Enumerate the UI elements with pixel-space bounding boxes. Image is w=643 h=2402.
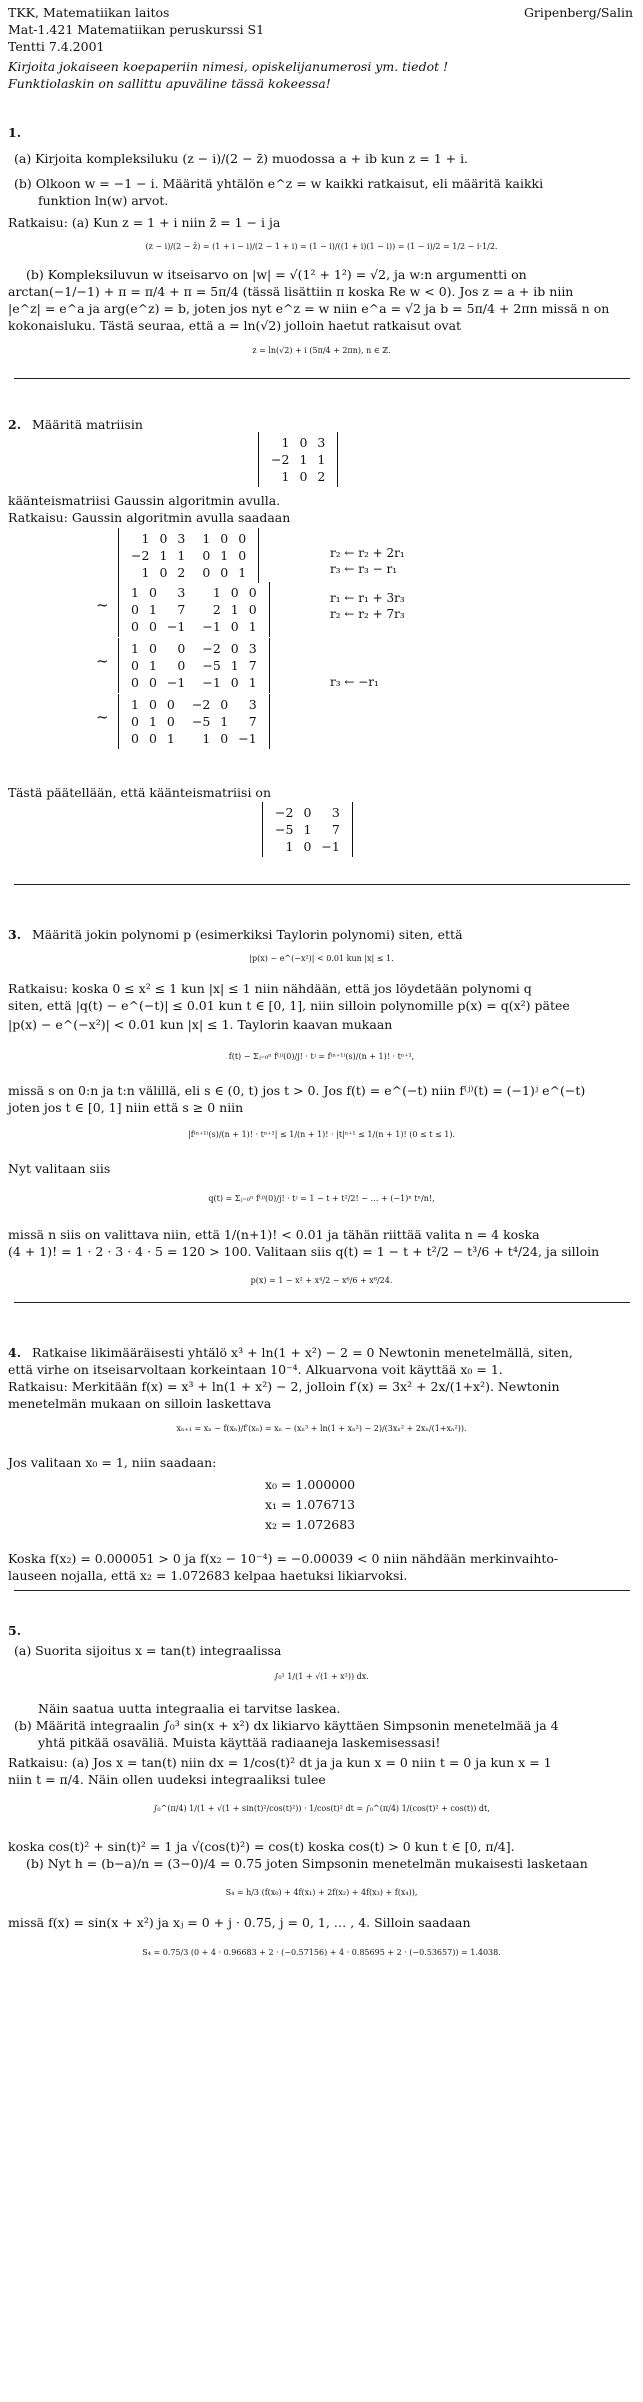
- p5-simpson-result: S₄ = 0.75/3 (0 + 4 · 0.96683 + 2 · (−0.57156) + 4 · 0.85695 + 2 · (−0.53657)) = 1.4038.: [142, 1948, 501, 1957]
- matrix-cell: 0: [148, 585, 157, 600]
- matrix-cell: 1: [166, 731, 175, 746]
- matrix-cell: 1: [238, 565, 247, 580]
- matrix-row: [126, 618, 262, 635]
- matrix-cell: 1: [202, 531, 211, 546]
- matrix-cell: 1: [303, 822, 312, 837]
- p5-solution-4: (b) Nyt h = (b−a)/n = (3−0)/4 = 0.75 joten Simpsonin menetelmän mukaisesti lasketaan: [26, 1856, 588, 1871]
- p5-integral-a: ∫₀¹ 1/(1 + √(1 + x²)) dx.: [274, 1672, 369, 1681]
- p4-question-2: että virhe on itseisarvoltaan korkeintaan 10⁻⁴. Alkuarvona voit käyttää x₀ = 1.: [8, 1362, 503, 1377]
- p4-newton-iteration: xₙ₊₁ = xₙ − f(xₙ)/f′(xₙ) = xₙ − (xₙ³ + ln(1 + xₙ²) − 2)/(3xₙ² + 2xₙ/(1+xₙ²)).: [176, 1424, 467, 1433]
- p2-question-2: käänteismatriisi Gaussin algoritmin avulla.: [8, 493, 281, 508]
- matrix-cell: −5: [202, 658, 221, 673]
- problem-3-number: 3.: [8, 927, 22, 942]
- matrix-cell: 0: [230, 675, 239, 690]
- p1-question-b1: (b) Olkoon w = −1 − i. Määritä yhtälön e^z = w kaikki ratkaisut, eli määritä kaikki: [14, 176, 544, 191]
- course: Mat-1.421 Matematiikan peruskurssi S1: [8, 22, 265, 37]
- matrix-cell: 0: [166, 697, 175, 712]
- matrix-cell: 1: [248, 675, 257, 690]
- matrix-cell: 0: [131, 658, 139, 673]
- matrix-cell: 1: [281, 469, 290, 484]
- matrix-row: [270, 838, 345, 855]
- matrix-cell: −2: [275, 805, 294, 820]
- matrix-cell: 0: [220, 731, 229, 746]
- matrix-cell: 0: [248, 602, 257, 617]
- p4-iterate: x₁ = 1.076713: [265, 1497, 356, 1512]
- p3-text-3: |p(x) − e^(−x²)| < 0.01 kun |x| ≤ 1. Taylorin kaavan mukaan: [8, 1017, 393, 1032]
- matrix-cell: 0: [166, 714, 175, 729]
- divider: [14, 1302, 630, 1303]
- p5-solution-5: missä f(x) = sin(x + x²) ja xⱼ = 0 + j · 0.75, j = 0, 1, … , 4. Silloin saadaan: [8, 1915, 471, 1930]
- matrix-cell: 0: [238, 531, 247, 546]
- matrix-row: [266, 434, 330, 451]
- matrix-row: [126, 547, 251, 564]
- p2-question: Määritä matriisin: [32, 417, 143, 432]
- matrix-cell: 1: [177, 548, 186, 563]
- matrix-cell: 7: [331, 822, 340, 837]
- instructions-1: Kirjoita jokaiseen koepaperiin nimesi, opiskelijanumerosi ym. tiedot !: [8, 59, 449, 74]
- matrix-row: [266, 468, 330, 485]
- matrix-cell: 1: [248, 619, 257, 634]
- matrix-cell: 0: [148, 731, 157, 746]
- p4-text-1: Ratkaisu: Merkitään f(x) = x³ + ln(1 + x²) − 2, jolloin f′(x) = 3x² + 2x/(1+x²). Newtonin: [8, 1379, 560, 1394]
- matrix-row: [126, 530, 251, 547]
- matrix-cell: 0: [131, 602, 139, 617]
- row-op: r₁ ← r₁ + 3r₃: [330, 591, 405, 605]
- matrix-row: [126, 584, 262, 601]
- p1-equation-b: z = ln(√2) + i (5π/4 + 2πn), n ∈ ℤ.: [252, 346, 391, 355]
- matrix-cell: −1: [166, 619, 186, 634]
- matrix-cell: 0: [202, 548, 211, 563]
- matrix-cell: 0: [220, 697, 229, 712]
- matrix-row: [126, 674, 262, 691]
- matrix-cell: 0: [238, 548, 247, 563]
- matrix-1-table: [126, 530, 251, 581]
- p3-taylor-formula: f(t) − Σⱼ₌₀ⁿ f⁽ʲ⁾(0)/j! · tʲ = f⁽ⁿ⁺¹⁾(s)/(n + 1)! · tⁿ⁺¹,: [228, 1052, 415, 1061]
- matrix-cell: 3: [248, 697, 257, 712]
- p5-simpson-formula: S₄ = h/3 (f(x₀) + 4f(x₁) + 2f(x₂) + 4f(x₃) + f(x₄)),: [225, 1888, 418, 1897]
- matrix-cell: 3: [248, 641, 257, 656]
- p3-question: Määritä jokin polynomi p (esimerkiksi Taylorin polynomi) siten, että: [32, 927, 463, 942]
- p1-equation-a: (z − i)/(2 − z̄) = (1 + i − i)/(2 − 1 + i) = (1 − i)/((1 + i)(1 − i)) = (1 − i)/2 = 1/2 − i·1/2.: [145, 242, 498, 251]
- matrix-cell: 2: [212, 602, 221, 617]
- divider: [14, 378, 630, 379]
- matrix-cell: 1: [159, 548, 168, 563]
- matrix-cell: 3: [331, 805, 340, 820]
- matrix-cell: 0: [159, 531, 168, 546]
- matrix-cell: 0: [131, 619, 139, 634]
- p5-question-a2: Näin saatua uutta integraalia ei tarvitse laskea.: [38, 1701, 341, 1716]
- problem-5-number: 5.: [8, 1623, 22, 1638]
- equivalence-sign: ~: [96, 596, 109, 614]
- matrix-4-table: [126, 696, 262, 747]
- matrix-cell: −1: [166, 675, 186, 690]
- p1-question-b2: funktion ln(w) arvot.: [38, 193, 169, 208]
- matrix-cell: 0: [131, 675, 139, 690]
- matrix-cell: 1: [148, 602, 157, 617]
- inverse-matrix-table: [270, 804, 345, 855]
- p1-text-4: kokonaisluku. Tästä seuraa, että a = ln(√2) jolloin haetut ratkaisut ovat: [8, 318, 462, 333]
- matrix-cell: 1: [212, 585, 221, 600]
- institution: TKK, Matematiikan laitos: [8, 5, 170, 20]
- matrix-cell: −1: [202, 619, 221, 634]
- matrix-cell: −1: [202, 675, 221, 690]
- p3-final-polynomial: p(x) = 1 − x² + x⁴/2 − x⁶/6 + x⁸/24.: [250, 1276, 393, 1285]
- instructions-2: Funktiolaskin on sallittu apuväline tässä kokeessa!: [8, 76, 331, 91]
- matrix-cell: 3: [177, 531, 186, 546]
- matrix-row: [126, 657, 262, 674]
- p3-text-7: missä n siis on valittava niin, että 1/(n+1)! < 0.01 ja tähän riittää valita n = 4 koska: [8, 1227, 540, 1242]
- p4-text-3: Jos valitaan x₀ = 1, niin saadaan:: [8, 1455, 217, 1470]
- p3-text-1: Ratkaisu: koska 0 ≤ x² ≤ 1 kun |x| ≤ 1 niin nähdään, että jos löydetään polynomi q: [8, 981, 532, 996]
- p5-solution-3: koska cos(t)² + sin(t)² = 1 ja √(cos(t)²) = cos(t) koska cos(t) > 0 kun t ∈ [0, π/4].: [8, 1839, 515, 1854]
- matrix-row: [126, 713, 262, 730]
- matrix-cell: 1: [202, 731, 211, 746]
- matrix-cell: 3: [177, 585, 186, 600]
- matrix-cell: 0: [159, 565, 168, 580]
- matrix-cell: 7: [177, 602, 186, 617]
- matrix-cell: 3: [317, 435, 326, 450]
- p2-augmented-matrix-4: [118, 694, 270, 749]
- matrix-row: [126, 564, 251, 581]
- p4-text-2: menetelmän mukaan on silloin laskettava: [8, 1396, 272, 1411]
- matrix-cell: 0: [148, 641, 157, 656]
- matrix-cell: 1: [317, 452, 326, 467]
- p3-text-5: joten jos t ∈ [0, 1] niin että s ≥ 0 niin: [8, 1100, 244, 1115]
- matrix-cell: 0: [148, 619, 157, 634]
- matrix-cell: −1: [238, 731, 257, 746]
- matrix-cell: −2: [131, 548, 150, 563]
- matrix-cell: 1: [131, 585, 139, 600]
- p1-solution-intro: Ratkaisu: (a) Kun z = 1 + i niin z̄ = 1 − i ja: [8, 215, 281, 230]
- p1-text-2: arctan(−1/−1) + π = π/4 + π = 5π/4 (tässä lisättiin π koska Re w < 0). Jos z = a + ib niin: [8, 284, 574, 299]
- p3-text-6: Nyt valitaan siis: [8, 1161, 111, 1176]
- p2-row-ops-2: [330, 590, 405, 622]
- matrix-cell: 0: [230, 641, 239, 656]
- matrix-cell: 0: [177, 658, 186, 673]
- matrix-cell: 0: [220, 565, 229, 580]
- matrix-cell: 0: [131, 714, 139, 729]
- matrix-cell: 0: [303, 839, 312, 854]
- row-op: r₃ ← r₃ − r₁: [330, 562, 398, 576]
- matrix-row: [270, 821, 345, 838]
- p4-conclusion-1: Koska f(x₂) = 0.000051 > 0 ja f(x₂ − 10⁻⁴) = −0.00039 < 0 niin nähdään merkinvaihto-: [8, 1551, 559, 1566]
- p1-text-1: (b) Kompleksiluvun w itseisarvo on |w| = √(1² + 1²) = √2, ja w:n argumentti on: [26, 267, 527, 282]
- p5-solution-1: Ratkaisu: (a) Jos x = tan(t) niin dx = 1/cos(t)² dt ja ja kun x = 0 niin t = 0 ja kun x = 1: [8, 1755, 552, 1770]
- matrix-cell: 1: [299, 452, 308, 467]
- matrix-cell: 0: [303, 805, 312, 820]
- p4-iterate: x₀ = 1.000000: [265, 1477, 356, 1492]
- p4-iterate: x₂ = 1.072683: [265, 1517, 356, 1532]
- p2-solution-intro: Ratkaisu: Gaussin algoritmin avulla saadaan: [8, 510, 291, 525]
- matrix-cell: 1: [141, 531, 150, 546]
- matrix-cell: 0: [148, 675, 157, 690]
- matrix-cell: −2: [271, 452, 290, 467]
- p2-row-ops-3: [330, 674, 379, 690]
- matrix-cell: −1: [321, 839, 340, 854]
- matrix-cell: 0: [177, 641, 186, 656]
- divider: [14, 1590, 630, 1591]
- matrix-cell: 0: [299, 469, 308, 484]
- p5-question-b2: yhtä pitkää osaväliä. Muista käyttää radiaaneja laskemisessasi!: [38, 1735, 441, 1750]
- p4-conclusion-2: lauseen nojalla, että x₂ = 1.072683 kelpaa haetuksi likiarvoksi.: [8, 1568, 408, 1583]
- p2-augmented-matrix-2: [118, 582, 270, 637]
- p2-augmented-matrix-3: [118, 638, 270, 693]
- matrix-cell: 2: [177, 565, 186, 580]
- matrix-cell: 1: [281, 435, 290, 450]
- matrix-cell: 1: [220, 714, 229, 729]
- matrix-row: [126, 601, 262, 618]
- matrix-cell: 7: [248, 714, 257, 729]
- row-op: r₃ ← −r₁: [330, 675, 379, 689]
- p1-question-a: (a) Kirjoita kompleksiluku (z − i)/(2 − z̄) muodossa a + ib kun z = 1 + i.: [14, 151, 469, 166]
- matrix-row: [126, 730, 262, 747]
- p5-question-b1: (b) Määritä integraalin ∫₀³ sin(x + x²) dx likiarvo käyttäen Simpsonin menetelmää ja 4: [14, 1718, 559, 1733]
- p3-text-4: missä s on 0:n ja t:n välillä, eli s ∈ (0, t) jos t > 0. Jos f(t) = e^(−t) niin f⁽ʲ⁾(t) = (−1)ʲ e^(−t): [8, 1083, 586, 1098]
- matrix-cell: 0: [202, 565, 211, 580]
- p2-inverse-matrix: [262, 802, 353, 857]
- problem-4-number: 4.: [8, 1345, 22, 1360]
- matrix-cell: 0: [248, 585, 257, 600]
- p1-text-3: |e^z| = e^a ja arg(e^z) = b, joten jos nyt e^z = w niin e^a = √2 ja b = 5π/4 + 2πn missä n on: [8, 301, 610, 316]
- matrix-cell: 2: [317, 469, 326, 484]
- divider: [14, 884, 630, 885]
- matrix-cell: 0: [230, 585, 239, 600]
- row-op: r₂ ← r₂ + 7r₃: [330, 607, 405, 621]
- p2-conclusion: Tästä päätellään, että käänteismatriisi on: [8, 785, 272, 800]
- p3-text-8: (4 + 1)! = 1 · 2 · 3 · 4 · 5 = 120 > 100. Valitaan siis q(t) = 1 − t + t²/2 − t³/6 + t⁴/24, ja silloin: [8, 1244, 600, 1259]
- equivalence-sign: ~: [96, 652, 109, 670]
- matrix-cell: 1: [285, 839, 294, 854]
- matrix-cell: −2: [191, 697, 211, 712]
- p5-question-a: (a) Suorita sijoitus x = tan(t) integraalissa: [14, 1643, 282, 1658]
- matrix-cell: 1: [230, 602, 239, 617]
- p3-q-definition: q(t) = Σⱼ₌₀ⁿ f⁽ʲ⁾(0)/j! · tʲ = 1 − t + t²/2! − … + (−1)ⁿ tⁿ/n!,: [208, 1194, 435, 1203]
- problem-2-number: 2.: [8, 417, 22, 432]
- equivalence-sign: ~: [96, 708, 109, 726]
- matrix-row: [126, 696, 262, 713]
- p5-substituted-integral: ∫₀^(π/4) 1/(1 + √(1 + sin(t)²/cos(t)²)) · 1/cos(t)² dt = ∫₀^(π/4) 1/(cos(t)² + cos(t)) dt,: [153, 1804, 490, 1813]
- matrix-row: [270, 804, 345, 821]
- matrix-cell: 1: [131, 641, 139, 656]
- p2-augmented-matrix-1: [118, 528, 259, 583]
- matrix-row: [266, 451, 330, 468]
- matrix-cell: 0: [230, 619, 239, 634]
- matrix-cell: 1: [230, 658, 239, 673]
- matrix-cell: −5: [275, 822, 294, 837]
- matrix-cell: 1: [141, 565, 150, 580]
- matrix-cell: 0: [131, 731, 139, 746]
- matrix-3-table: [126, 640, 262, 691]
- matrix-2-table: [126, 584, 262, 635]
- matrix-cell: 0: [299, 435, 308, 450]
- matrix-cell: 1: [148, 714, 157, 729]
- matrix-cell: −5: [191, 714, 211, 729]
- matrix-cell: 0: [148, 697, 157, 712]
- author: Gripenberg/Salin: [523, 5, 633, 20]
- problem-1-number: 1.: [8, 125, 22, 140]
- matrix-cell: 7: [248, 658, 257, 673]
- p4-question-1: Ratkaise likimääräisesti yhtälö x³ + ln(1 + x²) − 2 = 0 Newtonin menetelmällä, siten,: [32, 1345, 573, 1360]
- row-op: r₂ ← r₂ + 2r₁: [330, 546, 405, 560]
- matrix-a-table: [266, 434, 330, 485]
- matrix-cell: −2: [202, 641, 221, 656]
- matrix-cell: 0: [220, 531, 229, 546]
- p3-text-2: siten, että |q(t) − e^(−t)| ≤ 0.01 kun t ∈ [0, 1], niin silloin polynomille p(x) = q(x²) pätee: [8, 998, 570, 1013]
- p5-solution-2: niin t = π/4. Näin ollen uudeksi integraaliksi tulee: [8, 1772, 326, 1787]
- matrix-cell: 1: [148, 658, 157, 673]
- matrix-cell: 1: [220, 548, 229, 563]
- exam-date: Tentti 7.4.2001: [8, 39, 105, 54]
- matrix-cell: 1: [131, 697, 139, 712]
- p3-question-equation: |p(x) − e^(−x²)| < 0.01 kun |x| ≤ 1.: [249, 954, 394, 963]
- p2-row-ops-1: [330, 545, 405, 577]
- p2-matrix-a: [258, 432, 338, 487]
- matrix-row: [126, 640, 262, 657]
- p3-bound-equation: |f⁽ⁿ⁺¹⁾(s)/(n + 1)! · tⁿ⁺¹| ≤ 1/(n + 1)! · |t|ⁿ⁺¹ ≤ 1/(n + 1)! (0 ≤ t ≤ 1).: [188, 1130, 455, 1139]
